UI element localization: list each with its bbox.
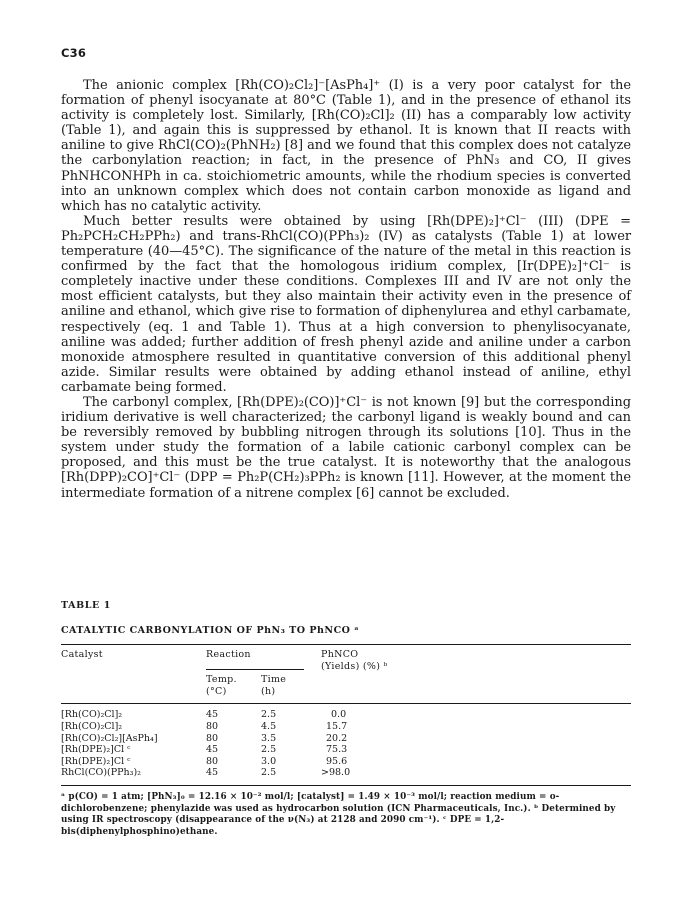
cell-catalyst: [Rh(CO)₂Cl]₂	[61, 709, 123, 721]
table-footnote: ᵃ p(CO) = 1 atm; [PhN₃]₀ = 12.16 × 10⁻² mol/l; [catalyst] = 1.49 × 10⁻³ mol/l; reaction medium = o-dichlorobenzene; phenylazide was used as hydrocarbon solution (ICN Pharmaceuticals, Inc.). ᵇ Determined by using IR spectroscopy (disappearance of the ν(N₃) at 2128 and 2090 cm⁻¹). ᶜ DPE = 1,2-bis(diphenylphosphino)ethane.	[61, 791, 616, 837]
header-reaction-rule	[206, 669, 304, 670]
table-bottom-rule	[61, 785, 631, 786]
table-row	[61, 709, 631, 721]
cell-yield: 15.7	[326, 720, 348, 732]
table-caption: CATALYTIC CARBONYLATION OF PhN₃ TO PhNCO ᵃ	[61, 625, 360, 636]
paragraph-1: The anionic complex [Rh(CO)₂Cl₂]⁻[AsPh₄]⁺ (I) is a very poor catalyst for the formation of phenyl isocyanate at 80°C (Table 1), and in the presence of ethanol its activity is completely lost. Similarly, [Rh(CO)₂Cl]₂ (II) has a comparably low activity (Table 1), and again this is suppressed by ethanol. It is known that II reacts with aniline to give RhCl(CO)₂(PhNH₂) [8] and we found that this complex does not catalyze the carbonylation reaction; in fact, in the presence of PhN₃ and CO, II gives PhNHCONHPh in ca. stoichiometric amounts, while the rhodium species is converted into an unknown complex which does not contain carbon monoxide as ligand and which has no catalytic activity.	[61, 78, 631, 214]
table-row	[61, 744, 631, 756]
cell-yield: 20.2	[326, 732, 348, 744]
cell-catalyst: [Rh(DPE)₂]Cl ᶜ	[61, 744, 131, 756]
header-yield-label: PhNCO	[321, 649, 359, 660]
table-label: TABLE 1	[61, 600, 111, 611]
body-text	[61, 78, 631, 501]
header-reaction-label: Reaction	[206, 649, 251, 660]
table-header-rule	[61, 703, 631, 704]
header-temp	[206, 672, 261, 697]
cell-time: 2.5	[261, 767, 277, 779]
table-1	[61, 600, 631, 838]
header-temp-unit: (°C)	[206, 685, 227, 697]
cell-temp: 45	[206, 744, 219, 756]
table-top-rule	[61, 644, 631, 645]
table-row	[61, 733, 631, 745]
cell-yield: 75.3	[326, 744, 348, 756]
paragraph-2: Much better results were obtained by using [Rh(DPE)₂]⁺Cl⁻ (III) (DPE = Ph₂PCH₂CH₂PPh₂) and trans-RhCl(CO)(PPh₃)₂ (IV) as catalysts (Table 1) at lower temperature (40—45°C). The significance of the nature of the metal in this reaction is confirmed by the fact that the homologous iridium complex, [Ir(DPE)₂]⁺Cl⁻ is completely inactive under these conditions. Complexes III and IV are not only the most efficient catalysts, but they also maintain their activity even in the presence of aniline and ethanol, which give rise to formation of diphenylurea and ethyl carbamate, respectively (eq. 1 and Table 1). Thus at a high conversion to phenylisocyanate, aniline was added; further addition of fresh phenyl azide and aniline under a carbon monoxide atmosphere resulted in quantitative conversion of this additional phenyl azide. Similar results were obtained by adding ethanol instead of aniline, ethyl carbamate being formed.	[61, 213, 631, 395]
cell-temp: 45	[206, 767, 219, 779]
cell-catalyst: [Rh(CO)₂Cl₂][AsPh₄]	[61, 732, 158, 744]
header-yield-unit: (Yields) (%) ᵇ	[321, 660, 388, 672]
paragraph-3: The carbonyl complex, [Rh(DPE)₂(CO)]⁺Cl⁻ is not known [9] but the corresponding iridium derivative is well characterized; the carbonyl ligand is weakly bound and can be reversibly removed by bubbling nitrogen through its solutions [10]. Thus in the system under study the formation of a labile cationic carbonyl complex can be proposed, and this must be the true catalyst. It is noteworthy that the analogous [Rh(DPP)₂CO]⁺Cl⁻ (DPP = Ph₂P(CH₂)₃PPh₂ is known [11]. However, at the moment the intermediate formation of a nitrene complex [6] cannot be excluded.	[61, 394, 631, 501]
cell-time: 2.5	[261, 744, 277, 756]
header-time-unit: (h)	[261, 685, 276, 697]
cell-yield: >98.0	[321, 767, 351, 779]
cell-catalyst: RhCl(CO)(PPh₃)₂	[61, 767, 141, 779]
table-row	[61, 756, 631, 768]
header-time-label: Time	[261, 674, 287, 686]
cell-time: 3.0	[261, 755, 277, 767]
cell-yield: 0.0	[331, 709, 347, 721]
header-catalyst: Catalyst	[61, 649, 103, 660]
header-yield	[321, 649, 631, 672]
header-reaction	[206, 649, 321, 672]
cell-time: 2.5	[261, 709, 277, 721]
table-row	[61, 721, 631, 733]
table-body	[61, 709, 631, 779]
cell-temp: 45	[206, 709, 219, 721]
cell-time: 4.5	[261, 720, 277, 732]
cell-temp: 80	[206, 732, 219, 744]
cell-temp: 80	[206, 755, 219, 767]
table-header	[61, 649, 631, 697]
header-time	[261, 672, 321, 697]
cell-time: 3.5	[261, 732, 277, 744]
cell-temp: 80	[206, 720, 219, 732]
header-temp-label: Temp.	[206, 674, 237, 686]
cell-catalyst: [Rh(CO)₂Cl]₂	[61, 720, 123, 732]
cell-yield: 95.6	[326, 755, 348, 767]
table-row	[61, 767, 631, 779]
cell-catalyst: [Rh(DPE)₂]Cl ᶜ	[61, 755, 131, 767]
page-number: C36	[61, 46, 87, 60]
